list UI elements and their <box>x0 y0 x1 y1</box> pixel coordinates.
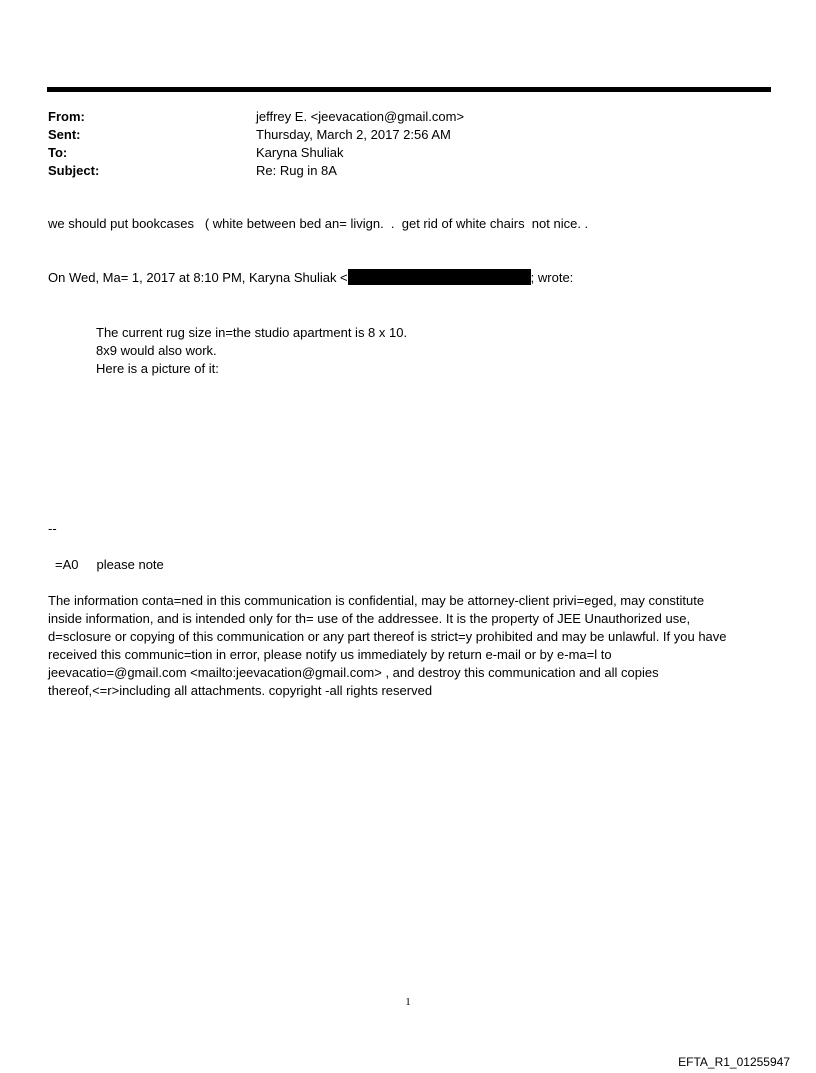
subject-label: Subject: <box>48 163 100 178</box>
quoted-line: The current rug size in=the studio apartment is 8 x 10. <box>96 325 408 340</box>
from-row <box>48 108 768 126</box>
quoted-message <box>96 324 407 378</box>
disclaimer-line: jeevacatio=@gmail.com <mailto:jeevacation@gmail.com> , and destroy this communication and all copies <box>48 665 659 680</box>
disclaimer-line: d=sclosure or copying of this communication or any part thereof is strict=y prohibited and may be unlawful. If you have <box>48 629 727 644</box>
subject-row <box>48 162 768 180</box>
to-value: Karyna Shuliak <box>256 145 344 160</box>
from-value: jeffrey E. <jeevacation@gmail.com> <box>256 109 465 124</box>
to-label: To: <box>48 145 68 160</box>
to-row <box>48 144 768 162</box>
document-id: EFTA_R1_01255947 <box>678 1055 790 1069</box>
page-number: 1 <box>405 996 411 1008</box>
disclaimer-line: received this communic=tion in error, please notify us immediately by return e-mail or by e-ma=l to <box>48 647 612 662</box>
subject-value: Re: Rug in 8A <box>256 163 337 178</box>
quoted-line: 8x9 would also work. <box>96 343 217 358</box>
sent-row <box>48 126 768 144</box>
email-header <box>48 108 768 180</box>
signature-dashes: -- <box>48 521 57 536</box>
sent-value: Thursday, March 2, 2017 2:56 AM <box>256 127 451 142</box>
quoted-line: Here is a picture of it: <box>96 361 219 376</box>
sent-label: Sent: <box>48 127 81 142</box>
header-rule <box>47 87 771 92</box>
disclaimer <box>48 592 768 700</box>
quote-intro <box>48 269 573 287</box>
redaction-box <box>348 269 531 285</box>
note-line: =A0 please note <box>55 557 164 572</box>
from-label: From: <box>48 109 85 124</box>
disclaimer-line: The information conta=ned in this communication is confidential, may be attorney-client privi=eged, may constitute <box>48 593 705 608</box>
quote-intro-end: ; wrote: <box>530 270 574 285</box>
reply-text: we should put bookcases ( white between bed an= livign. . get rid of white chairs not nice. . <box>48 216 589 231</box>
disclaimer-line: thereof,<=r>including all attachments. copyright -all rights reserved <box>48 683 433 698</box>
disclaimer-line: inside information, and is intended only for th= use of the addressee. It is the property of JEE Unauthorized use, <box>48 611 691 626</box>
quote-intro-start: On Wed, Ma= 1, 2017 at 8:10 PM, Karyna Shuliak < <box>48 270 348 285</box>
